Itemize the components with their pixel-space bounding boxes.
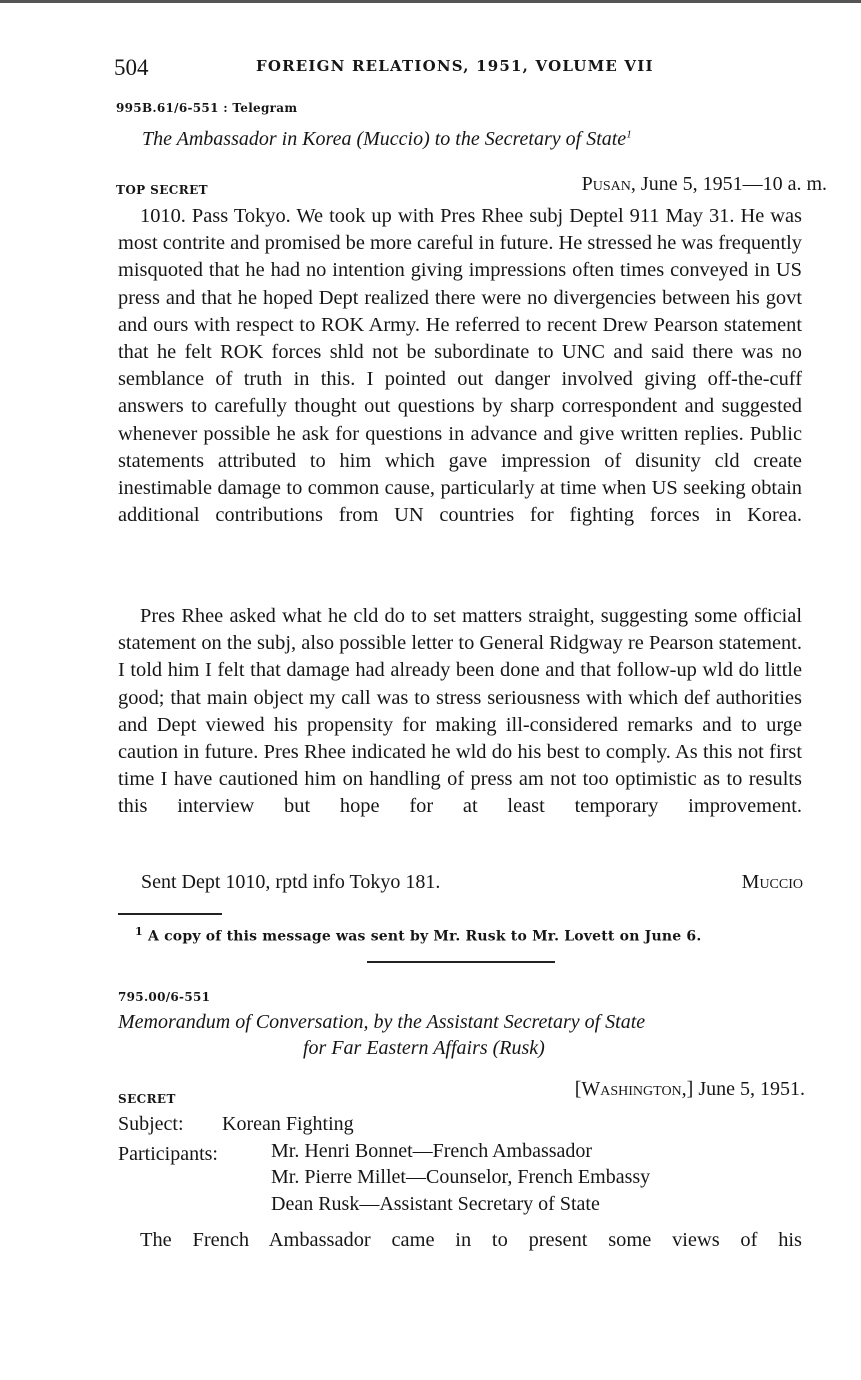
doc2-classification: SECRET xyxy=(118,1092,176,1106)
footnote-text: A copy of this message was sent by Mr. Rusk to Mr. Lovett on June 6. xyxy=(147,928,702,945)
page-top-border xyxy=(0,0,861,3)
doc1-sent-line: Sent Dept 1010, rptd info Tokyo 181. xyxy=(141,871,441,893)
doc2-date: June 5, 1951. xyxy=(698,1078,805,1100)
doc1-place: Pusan xyxy=(581,173,631,195)
doc1-paragraph-1: 1010. Pass Tokyo. We took up with Pres Rhee subj Deptel 911 May 31. He was most contrite and promised be more careful in future. He stressed he was frequently misquoted that he had no intention giving impressions often times conveyed in US press and that he hoped Dept realized there were no divergencies between his govt and ours with respect to ROK Army. He referred to recent Drew Pearson statement that he felt ROK forces shld not be subordinate to UNC and said there was no semblance of truth in this. I pointed out danger involved giving off-the-cuff answers to carefully thought out questions by sharp correspondent and suggested whenever possible he ask for questions in advance and give written replies. Public statements attributed to him which gave impression of disunity cld create inestimable damage to common cause, particularly at time when US seeking obtain additional contributions from UN countries for fighting forces in Korea. xyxy=(118,205,802,527)
doc1-title-footnote-ref: 1 xyxy=(626,128,632,141)
doc2-place: [Washington,] xyxy=(574,1078,694,1100)
doc2-file-number: 795.00/6-551 xyxy=(118,990,211,1004)
doc1-title-text: The Ambassador in Korea (Muccio) to the Secretary of State xyxy=(142,128,627,150)
doc2-title-line2: for Far Eastern Affairs (Rusk) xyxy=(303,1037,545,1059)
subject-value: Korean Fighting xyxy=(222,1113,354,1135)
doc1-footnote xyxy=(135,925,701,945)
doc1-date: , June 5, 1951—10 a. m. xyxy=(630,173,827,195)
doc2-opening-paragraph: The French Ambassador came in to present some views of his xyxy=(140,1229,802,1251)
footnote-rule xyxy=(118,913,222,915)
doc1-signature: Muccio xyxy=(741,871,803,893)
participant-3: Dean Rusk—Assistant Secretary of State xyxy=(271,1193,600,1215)
doc2-dateline xyxy=(575,1078,805,1101)
participant-2: Mr. Pierre Millet—Counselor, French Embassy xyxy=(271,1166,651,1188)
doc1-classification: TOP SECRET xyxy=(116,183,208,197)
footnote-marker: 1 xyxy=(135,925,143,938)
doc1-title xyxy=(142,128,632,151)
doc2-title-line1: Memorandum of Conversation, by the Assistant Secretary of State xyxy=(118,1011,646,1033)
participants-label: Participants: xyxy=(118,1143,218,1165)
subject-label: Subject: xyxy=(118,1113,184,1135)
doc1-dateline xyxy=(582,173,827,196)
doc1-paragraph-2: Pres Rhee asked what he cld do to set matters straight, suggesting some official statement on the subj, also possible letter to General Ridgway re Pearson statement. I told him I felt that damage had already been done and that follow-up wld do little good; that main object my call was to stress seriousness with which def authorities and Dept viewed his propensity for making ill-considered remarks and to urge caution in future. Pres Rhee indicated he wld do his best to comply. As this not first time I have cautioned him on handling of press am not too optimistic as to results this interview but hope for at least temporary improvement. xyxy=(118,605,802,818)
running-title: FOREIGN RELATIONS, 1951, VOLUME VII xyxy=(256,57,654,75)
doc1-file-number: 995B.61/6-551 : Telegram xyxy=(116,101,298,115)
participant-1: Mr. Henri Bonnet—French Ambassador xyxy=(271,1140,593,1162)
page-number: 504 xyxy=(114,55,149,80)
section-divider xyxy=(367,961,555,963)
